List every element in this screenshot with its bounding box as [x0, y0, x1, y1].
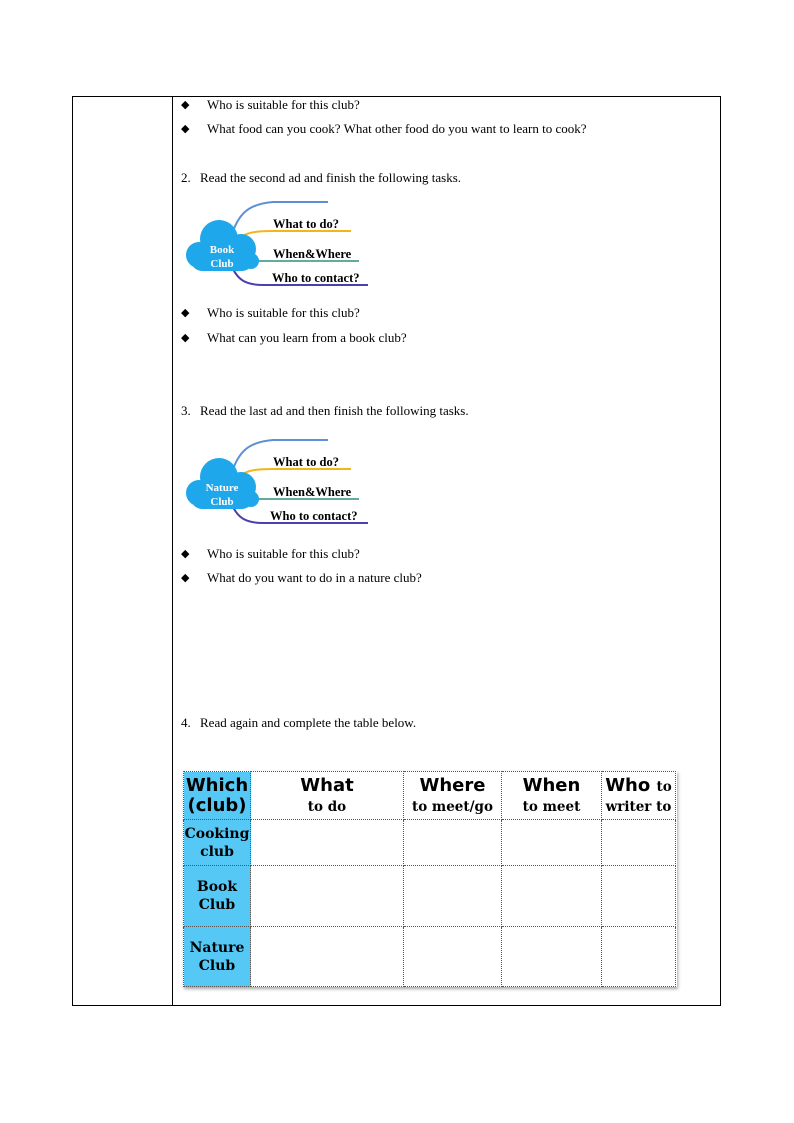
table-cell[interactable] [251, 927, 404, 987]
task-number: 4. [181, 715, 191, 730]
table-row [184, 927, 676, 987]
table-cell[interactable] [502, 927, 602, 987]
header-when: When to meet [502, 772, 602, 820]
table-cell[interactable] [404, 866, 502, 927]
question-top-2: What food can you cook? What other food do you want to learn to cook? [207, 121, 587, 136]
bullet-icon: ◆ [181, 332, 190, 344]
table-cell[interactable] [502, 820, 602, 866]
branch-when-where: When&Where [273, 485, 352, 499]
branch-who-to-contact: Who to contact? [272, 271, 360, 285]
task-number: 2. [181, 170, 191, 185]
table-cell[interactable] [602, 820, 676, 866]
table-cell[interactable] [602, 927, 676, 987]
bullet-icon: ◆ [181, 548, 190, 560]
task-instruction: Read again and complete the table below. [200, 715, 417, 730]
table-row [184, 866, 676, 927]
table-cell[interactable] [251, 866, 404, 927]
cloud-label: Nature Club [205, 482, 239, 508]
club-table [183, 771, 676, 987]
task-instruction: Read the second ad and finish the following tasks. [200, 170, 462, 185]
table-row [184, 820, 676, 866]
bullet-icon: ◆ [181, 572, 190, 584]
branch-when-where: When&Where [273, 247, 352, 261]
branch-who-to-contact: Who to contact? [270, 509, 358, 523]
table-cell[interactable] [502, 866, 602, 927]
header-who: Who to writer to [602, 772, 676, 820]
question-top-1: Who is suitable for this club? [207, 97, 360, 112]
bullet-icon: ◆ [181, 307, 190, 319]
row-label-cooking: Cooking club [184, 820, 251, 866]
task-number: 3. [181, 403, 191, 418]
task2-question-1: Who is suitable for this club? [207, 305, 360, 320]
task-instruction: Read the last ad and then finish the following tasks. [200, 403, 469, 418]
task3-question-2: What do you want to do in a nature club? [207, 570, 422, 585]
branch-what-to-do: What to do? [273, 455, 339, 469]
column-divider [172, 96, 173, 1006]
table-cell[interactable] [602, 866, 676, 927]
row-label-nature: Nature Club [184, 927, 251, 987]
mindmap-nature-club [183, 437, 383, 529]
cloud-label: Book Club [209, 244, 235, 270]
branch-what-to-do: What to do? [273, 217, 339, 231]
bullet-icon: ◆ [181, 123, 190, 135]
header-which-club: Which (club) [184, 772, 251, 820]
mindmap-book-club [183, 199, 383, 291]
header-what: What to do [251, 772, 404, 820]
bullet-icon: ◆ [181, 99, 190, 111]
header-where: Where to meet/go [404, 772, 502, 820]
table-cell[interactable] [404, 820, 502, 866]
table-header-row [184, 772, 676, 820]
row-label-book: Book Club [184, 866, 251, 927]
table-cell[interactable] [251, 820, 404, 866]
task2-question-2: What can you learn from a book club? [207, 330, 407, 345]
club-table-wrapper [183, 771, 677, 987]
table-cell[interactable] [404, 927, 502, 987]
task3-question-1: Who is suitable for this club? [207, 546, 360, 561]
